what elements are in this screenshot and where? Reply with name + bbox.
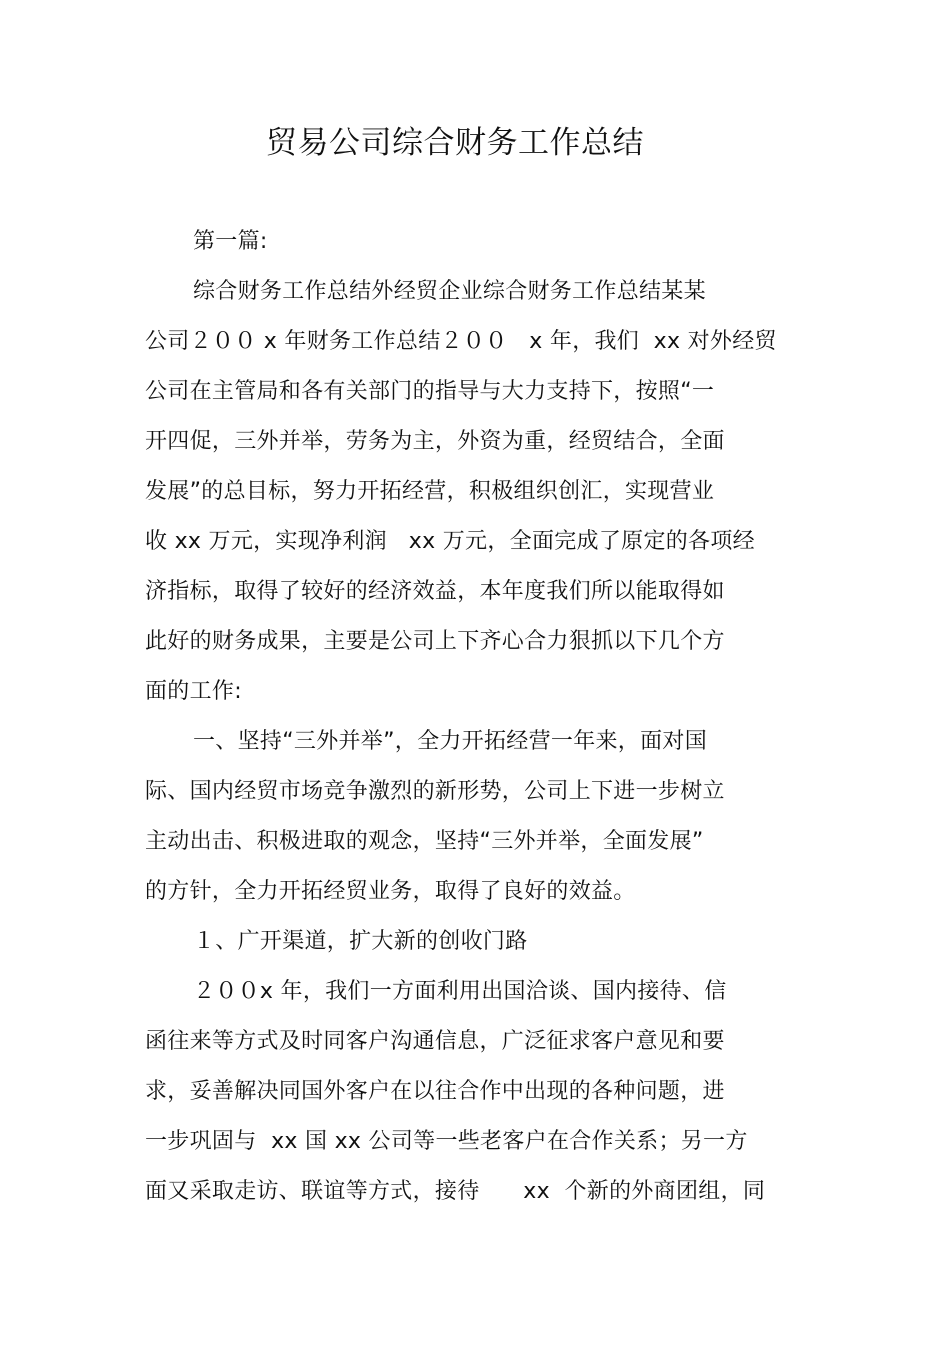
- text-line: 此好的财务成果，主要是公司上下齐心合力狠抓以下几个方: [145, 629, 725, 654]
- text-line: 公司２００ x 年财务工作总结２００ x 年，我们 xx 对外经贸: [145, 329, 777, 354]
- text-line: 面的工作:: [145, 679, 242, 704]
- text-line: 公司在主管局和各有关部门的指导与大力支持下，按照“一: [145, 379, 715, 404]
- text-line: 主动出击、积极进取的观念，坚持“三外并举，全面发展”: [145, 829, 704, 854]
- document-title: 贸易公司综合财务工作总结: [266, 125, 644, 161]
- text-line: 济指标，取得了较好的经济效益，本年度我们所以能取得如: [145, 579, 725, 604]
- text-line: 综合财务工作总结外经贸企业综合财务工作总结某某: [193, 279, 706, 304]
- text-line: 一步巩固与 xx 国 xx 公司等一些老客户在合作关系；另一方: [145, 1129, 748, 1154]
- text-line: 函往来等方式及时同客户沟通信息，广泛征求客户意见和要: [145, 1029, 725, 1054]
- text-line-subheading: １、广开渠道，扩大新的创收门路: [193, 929, 528, 954]
- text-line: 收 xx 万元，实现净利润 xx 万元，全面完成了原定的各项经: [145, 529, 755, 554]
- text-line: 求，妥善解决同国外客户在以往合作中出现的各种问题，进: [145, 1079, 725, 1104]
- text-line: 面又采取走访、联谊等方式，接待 xx 个新的外商团组，同: [145, 1179, 766, 1204]
- text-line: 的方针，全力开拓经贸业务，取得了良好的效益。: [145, 879, 636, 904]
- text-line-heading: 一、坚持“三外并举”，全力开拓经营一年来，面对国: [193, 729, 707, 754]
- text-line: ２００x 年，我们一方面利用出国洽谈、国内接待、信: [193, 979, 727, 1004]
- text-line: 发展”的总目标，努力开拓经营，积极组织创汇，实现营业: [145, 479, 715, 504]
- text-line: 际、国内经贸市场竞争激烈的新形势，公司上下进一步树立: [145, 779, 725, 804]
- text-line: 开四促，三外并举，劳务为主，外资为重，经贸结合，全面: [145, 429, 725, 454]
- text-line-section-label: 第一篇:: [193, 229, 268, 254]
